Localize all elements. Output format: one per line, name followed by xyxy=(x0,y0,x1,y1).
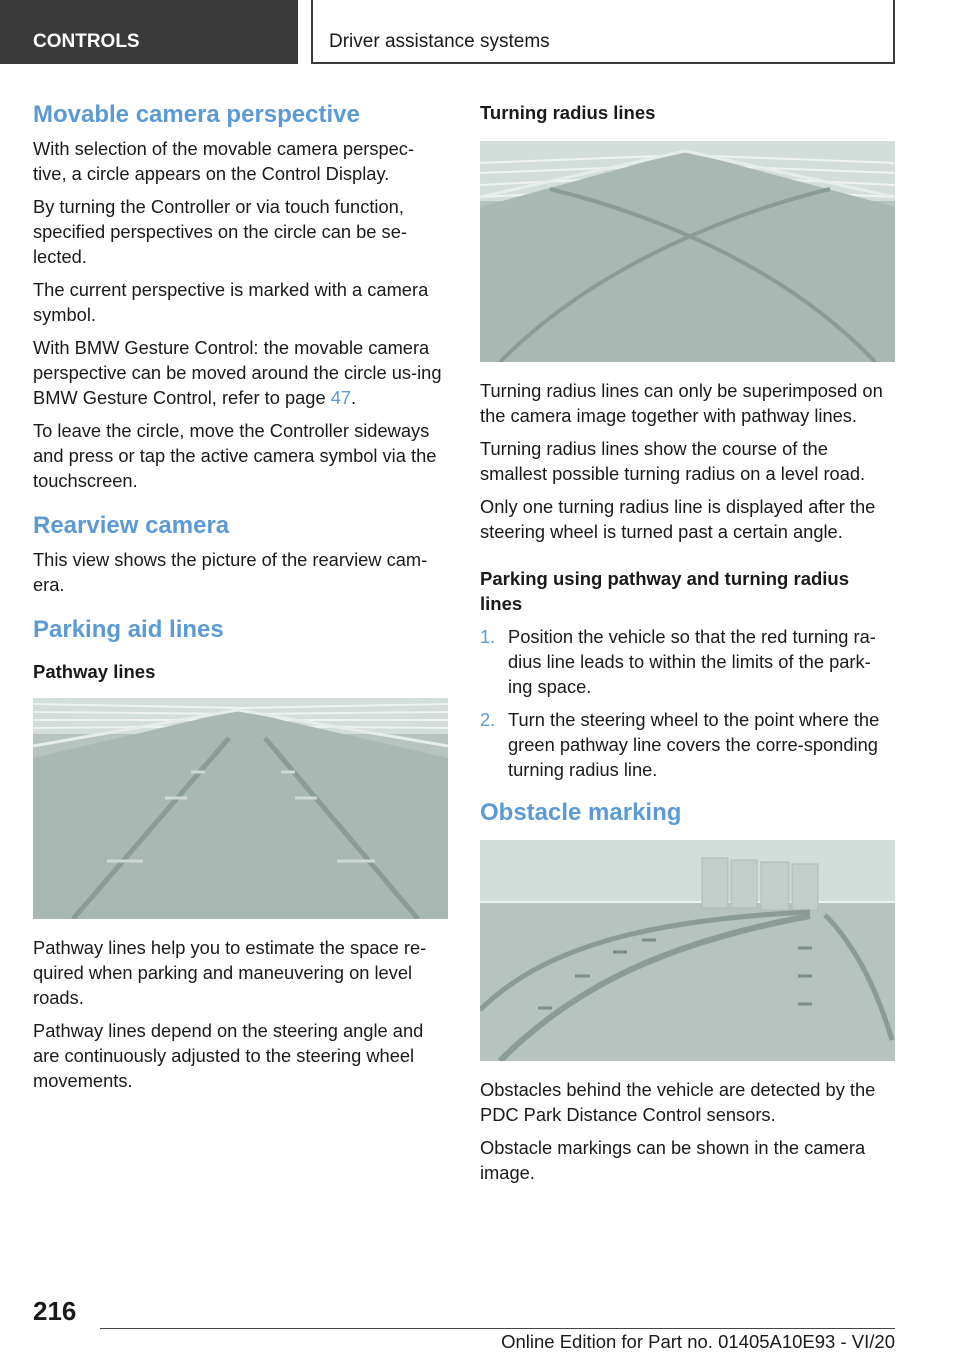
paragraph: Turning radius lines can only be superimposed on the camera image together with pathway lines. xyxy=(480,380,883,426)
chapter-title: Driver assistance systems xyxy=(311,0,895,64)
paragraph: With selection of the movable camera perspec‐tive, a circle appears on the Control Display. xyxy=(33,138,415,184)
list-item xyxy=(480,624,894,699)
obstacle-marking-illustration xyxy=(480,840,895,1061)
turning-radius-illustration xyxy=(480,141,895,362)
step-text: Turn the steering wheel to the point where the green pathway line covers the corre‐sponding turning radius line. xyxy=(508,709,880,780)
paragraph: Pathway lines depend on the steering angle and are continuously adjusted to the steering wheel movements. xyxy=(33,1020,424,1091)
footer-edition: Online Edition for Part no. 01405A10E93 - VI/20 xyxy=(501,1331,895,1352)
paragraph: Obstacle markings can be shown in the camera image. xyxy=(480,1137,866,1183)
step-number: 1. xyxy=(480,626,496,647)
page-number: 216 xyxy=(33,1296,77,1326)
paragraph: By turning the Controller or via touch function, specified perspectives on the circle can be se‐lected. xyxy=(33,196,407,267)
page-link[interactable]: 47 xyxy=(330,387,352,408)
paragraph: Only one turning radius line is displayed after the steering wheel is turned past a certain angle. xyxy=(480,496,876,542)
list-item xyxy=(480,707,894,782)
paragraph: Pathway lines help you to estimate the space re‐quired when parking and maneuvering on level roads. xyxy=(33,937,427,1008)
heading-parking-using-lines: Parking using pathway and turning radius lines xyxy=(480,568,850,614)
heading-pathway-lines: Pathway lines xyxy=(33,661,156,682)
heading-parking-aid-lines: Parking aid lines xyxy=(33,616,224,643)
heading-turning-radius-lines: Turning radius lines xyxy=(480,102,656,123)
section-tab: CONTROLS xyxy=(0,0,298,64)
step-number: 2. xyxy=(480,709,496,730)
step-text: Position the vehicle so that the red turning ra‐dius line leads to within the limits of the park‐ing space. xyxy=(508,626,876,697)
heading-rearview-camera: Rearview camera xyxy=(33,512,230,539)
heading-obstacle-marking: Obstacle marking xyxy=(480,799,682,826)
pathway-lines-illustration xyxy=(33,698,448,919)
paragraph: With BMW Gesture Control: the movable camera perspective can be moved around the circle us‐ing BMW Gesture Control, refer to page 47. xyxy=(33,337,442,408)
left-column xyxy=(33,100,447,1101)
paragraph: This view shows the picture of the rearview cam‐era. xyxy=(33,549,428,595)
paragraph: The current perspective is marked with a camera symbol. xyxy=(33,279,429,325)
paragraph: To leave the circle, move the Controller sideways and press or tap the active camera symbol via the touchscreen. xyxy=(33,420,437,491)
footer-rule xyxy=(100,1328,895,1329)
paragraph: Turning radius lines show the course of the smallest possible turning radius on a level road. xyxy=(480,438,866,484)
right-column xyxy=(480,100,894,1193)
paragraph: Obstacles behind the vehicle are detected by the PDC Park Distance Control sensors. xyxy=(480,1079,876,1125)
heading-movable-camera: Movable camera perspective xyxy=(33,101,360,128)
